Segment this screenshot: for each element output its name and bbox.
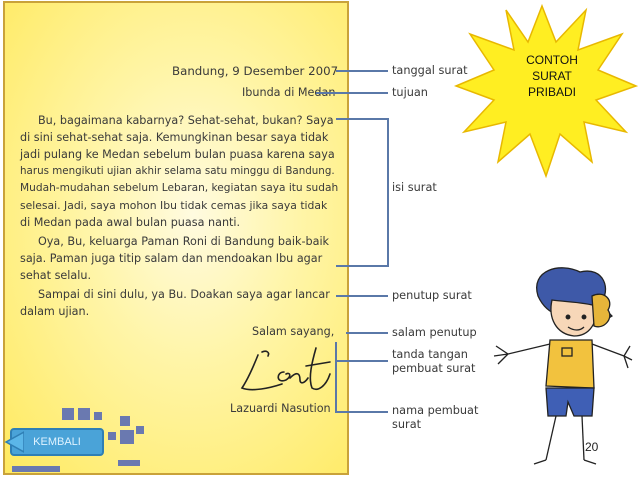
page-number: 20 xyxy=(585,440,599,454)
decor-square xyxy=(108,432,116,440)
label-recipient: tujuan xyxy=(392,86,428,99)
letter-body-line: sehat selalu. xyxy=(20,269,92,282)
label-name: nama pembuat surat xyxy=(392,404,479,431)
label-greeting: salam penutup xyxy=(392,326,477,339)
letter-sender-name: Lazuardi Nasution xyxy=(230,402,331,415)
letter-body-line: Oya, Bu, keluarga Paman Roni di Bandung baik-baik xyxy=(38,235,330,248)
label-body: isi surat xyxy=(392,181,437,194)
decor-square xyxy=(118,460,140,466)
letter-body-line: jadi pulang ke Medan sebelum bulan puasa karena saya xyxy=(20,148,335,161)
label-closing: penutup surat xyxy=(392,289,472,302)
letter-date: Bandung, 9 Desember 2007 xyxy=(172,64,339,78)
back-button[interactable]: KEMBALI xyxy=(10,428,104,456)
decor-square xyxy=(78,408,90,420)
decor-square xyxy=(62,408,74,420)
child-illustration xyxy=(494,268,632,464)
letter-body-line: selesai. Jadi, saya mohon Ibu tidak cemas jika saya tidak xyxy=(20,199,328,212)
signature xyxy=(242,348,330,390)
letter-body-line: saja. Paman juga titip salam dan mendoakan Ibu agar xyxy=(20,252,323,265)
label-signature: tanda tangan pembuat surat xyxy=(392,348,476,375)
letter-body-line: di Medan pada awal bulan puasa nanti. xyxy=(20,216,241,229)
letter-body-line: harus mengikuti ujian akhir selama satu minggu di Bandung. xyxy=(20,165,335,177)
label-date: tanggal surat xyxy=(392,64,468,77)
decor-square xyxy=(136,426,144,434)
letter-closing-line: Sampai di sini dulu, ya Bu. Doakan saya agar lancar xyxy=(38,288,330,301)
star-caption xyxy=(517,52,587,100)
letter-body-line: di sini sehat-sehat saja. Kemungkinan besar saya tidak xyxy=(20,131,329,144)
back-arrow-icon[interactable] xyxy=(4,430,24,454)
star-caption-line: PRIBADI xyxy=(527,85,576,99)
letter-body-line: Mudah-mudahan sebelum Lebaran, kegiatan saya itu sudah xyxy=(20,182,339,194)
letter-closing-line: dalam ujian. xyxy=(20,305,90,318)
decor-square xyxy=(12,466,60,472)
decor-square xyxy=(120,416,130,426)
letter-greeting-close: Salam sayang, xyxy=(252,325,335,338)
decor-square xyxy=(120,430,134,444)
letter-body-line: Bu, bagaimana kabarnya? Sehat-sehat, bukan? Saya xyxy=(38,114,334,127)
letter-recipient: Ibunda di Medan xyxy=(242,86,336,99)
star-caption-line: SURAT xyxy=(532,69,572,83)
star-caption-line: CONTOH xyxy=(526,53,578,67)
decor-square xyxy=(94,412,102,420)
